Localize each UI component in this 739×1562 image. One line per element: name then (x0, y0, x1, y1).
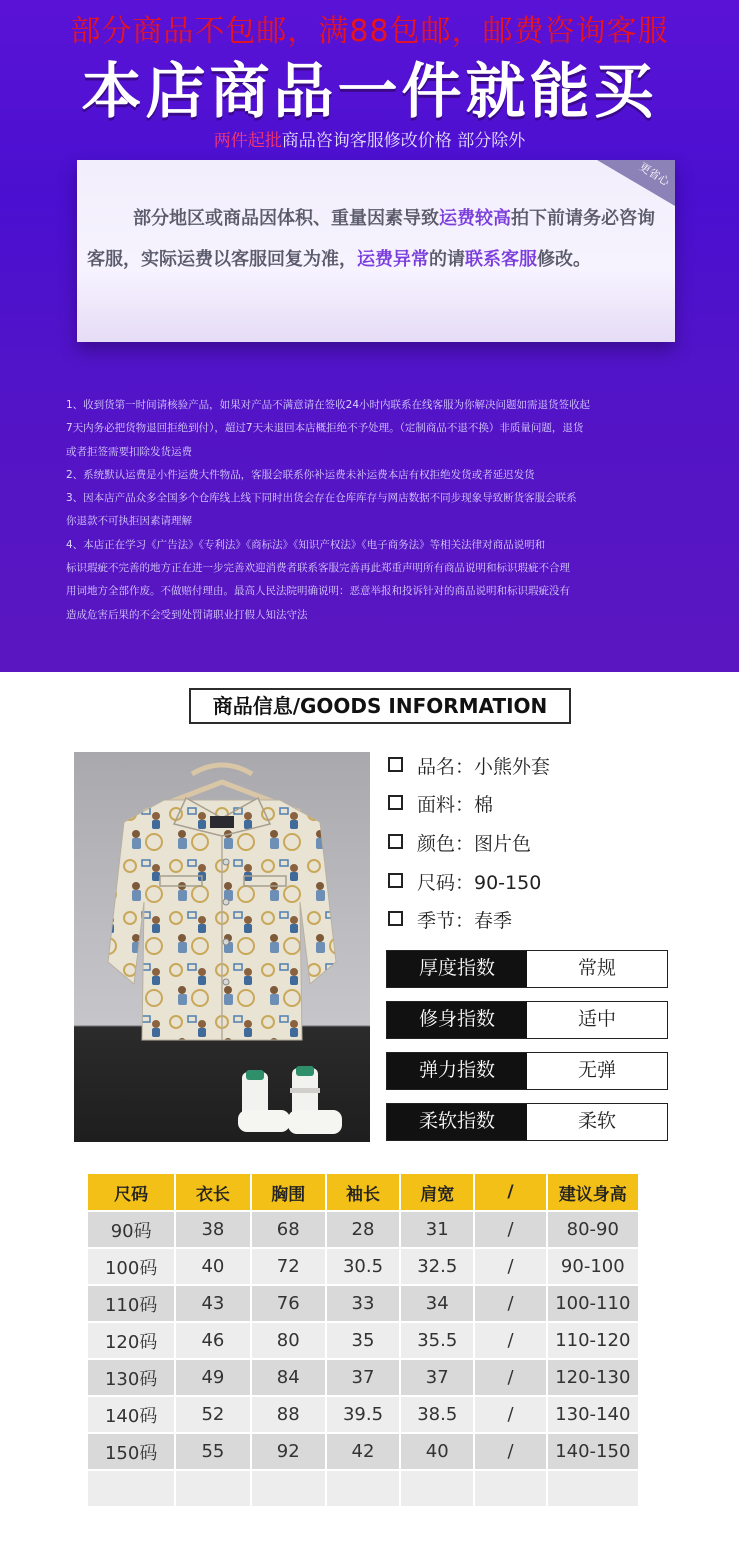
cell (475, 1471, 545, 1506)
cell: 34 (401, 1286, 473, 1321)
size-table (86, 1172, 640, 1508)
notice-highlight-contact-service: 联系客服 (465, 249, 537, 270)
shipping-notice: 部分商品不包邮，满88包邮，邮费咨询客服 (70, 14, 669, 49)
cell (401, 1471, 473, 1506)
cell: 46 (176, 1323, 249, 1358)
cell: 38 (176, 1212, 249, 1247)
header-chest: 胸围 (252, 1174, 325, 1210)
cell: 38.5 (401, 1397, 473, 1432)
banner-subtitle (0, 126, 739, 151)
cell: 120-130 (548, 1360, 638, 1395)
freight-notice-card (77, 160, 675, 342)
header-length: 衣长 (176, 1174, 249, 1210)
attribute-color (388, 829, 531, 859)
cell: 150码 (88, 1434, 174, 1469)
attribute-season (388, 906, 512, 936)
cell: 100-110 (548, 1286, 638, 1321)
terms-line: 2、系统默认运费是小件运费大件物品，客服会联系你补运费未补运费本店有权拒绝发货或者延迟发货 (66, 468, 535, 481)
wholesale-highlight: 两件起批 (213, 131, 282, 151)
index-value: 常规 (577, 957, 616, 979)
cell (88, 1471, 174, 1506)
product-photo (74, 752, 370, 1142)
cell: 80 (252, 1323, 325, 1358)
cell: / (475, 1323, 545, 1358)
cell: 130-140 (548, 1397, 638, 1432)
cell: / (475, 1360, 545, 1395)
checkbox-square-icon (388, 911, 403, 926)
cell: 90-100 (548, 1249, 638, 1284)
cell: 30.5 (327, 1249, 399, 1284)
index-key: 弹力指数 (387, 1053, 527, 1089)
cell: 35.5 (401, 1323, 473, 1358)
table-row (88, 1434, 638, 1469)
attribute-fabric (388, 790, 493, 820)
table-row (88, 1212, 638, 1247)
cell: 31 (401, 1212, 473, 1247)
cell: 37 (401, 1360, 473, 1395)
cell: 90码 (88, 1212, 174, 1247)
notice-highlight-abnormal-freight: 运费异常 (357, 249, 429, 270)
cell: 88 (252, 1397, 325, 1432)
cell (327, 1471, 399, 1506)
notice-middle-2: 的请 (429, 249, 465, 270)
checkbox-square-icon (388, 757, 403, 772)
index-key: 修身指数 (387, 1002, 527, 1038)
index-value: 无弹 (577, 1059, 616, 1081)
attribute-label: 季节：春季 (417, 910, 513, 932)
cell (548, 1471, 638, 1506)
cell (252, 1471, 325, 1506)
notice-end: 修改。 (537, 249, 591, 270)
subtitle-rest: 商品咨询客服修改价格 部分除外 (281, 131, 526, 151)
size-table-header (88, 1174, 638, 1210)
cell: 80-90 (548, 1212, 638, 1247)
terms-line: 7天内务必把货物退回拒绝到付），超过7天未退回本店概拒绝不予处理。（定制商品不退不换）非质量问题，退货 (66, 422, 584, 435)
cell: 140码 (88, 1397, 174, 1432)
terms-line: 造成危害后果的不会受到处罚请职业打假人知法守法 (66, 608, 308, 621)
table-row (88, 1323, 638, 1358)
cell: 140-150 (548, 1434, 638, 1469)
banner-headline: 本店商品一件就能买 (81, 57, 658, 127)
table-row-empty (88, 1471, 638, 1506)
cell (176, 1471, 249, 1506)
notice-lead: 部分地区或商品因体积、重量因素导致 (133, 208, 439, 229)
header-sleeve: 袖长 (327, 1174, 399, 1210)
cell: 32.5 (401, 1249, 473, 1284)
attribute-label: 颜色：图片色 (417, 833, 532, 855)
shipping-banner (0, 0, 739, 672)
index-key: 柔软指数 (387, 1104, 527, 1140)
cell: 33 (327, 1286, 399, 1321)
cell: 110码 (88, 1286, 174, 1321)
cell: 84 (252, 1360, 325, 1395)
cell: 28 (327, 1212, 399, 1247)
terms-line: 3、因本店产品众多全国多个仓库线上线下同时出货会存在仓库库存与网店数据不同步现象导致断货客服会联系 (66, 492, 577, 505)
terms-line: 或者拒签需要扣除发货运费 (66, 445, 192, 458)
terms-line: 1、收到货第一时间请核验产品，如果对产品不满意请在签收24小时内联系在线客服为你解决问题如需退货签收起 (66, 399, 591, 411)
attribute-size (388, 868, 541, 898)
index-key: 厚度指数 (387, 951, 527, 987)
cell: 52 (176, 1397, 249, 1432)
checkbox-square-icon (388, 834, 403, 849)
attribute-label: 尺码：90-150 (417, 872, 542, 894)
notice-highlight-high-freight: 运费较高 (439, 208, 511, 229)
cell: / (475, 1286, 545, 1321)
attribute-name (388, 752, 550, 782)
cell: 43 (176, 1286, 249, 1321)
bear-jacket-illustration (74, 752, 370, 1142)
cell: 76 (252, 1286, 325, 1321)
terms-line: 你退款不可执拒因素请理解 (66, 515, 192, 528)
attribute-label: 面料：棉 (417, 794, 494, 816)
cell: / (475, 1434, 545, 1469)
cell: 130码 (88, 1360, 174, 1395)
table-row (88, 1397, 638, 1432)
header-slash: / (475, 1174, 545, 1210)
terms-line: 用词地方全部作废。不做赔付理由。最高人民法院明确说明：恶意举报和投诉针对的商品说明和标识瑕疵没有 (66, 585, 570, 598)
cell: 35 (327, 1323, 399, 1358)
cell: 100码 (88, 1249, 174, 1284)
cell: 110-120 (548, 1323, 638, 1358)
cell: / (475, 1397, 545, 1432)
table-row (88, 1249, 638, 1284)
header-shoulder: 肩宽 (401, 1174, 473, 1210)
header-size: 尺码 (88, 1174, 174, 1210)
sneakers (238, 1066, 342, 1134)
cell: / (475, 1212, 545, 1247)
terms-line: 标识瑕疵不完善的地方正在进一步完善欢迎消费者联系客服完善再此郑重声明所有商品说明和标识瑕疵不合理 (66, 562, 570, 575)
cell: 49 (176, 1360, 249, 1395)
goods-info-title: 商品信息/GOODS INFORMATION (189, 688, 571, 724)
index-softness (386, 1103, 668, 1141)
index-elasticity (386, 1052, 668, 1090)
cell: 55 (176, 1434, 249, 1469)
header-height: 建议身高 (548, 1174, 638, 1210)
table-row (88, 1286, 638, 1321)
corner-ribbon-label: 更省心 (636, 160, 672, 189)
checkbox-square-icon (388, 795, 403, 810)
cell: 120码 (88, 1323, 174, 1358)
index-value: 适中 (577, 1008, 616, 1030)
cell: 42 (327, 1434, 399, 1469)
cell: 40 (176, 1249, 249, 1284)
cell: 92 (252, 1434, 325, 1469)
attribute-label: 品名：小熊外套 (417, 756, 551, 778)
freight-notice-text (87, 198, 665, 280)
index-fit (386, 1001, 668, 1039)
cell: 72 (252, 1249, 325, 1284)
cell: 40 (401, 1434, 473, 1469)
cell: 39.5 (327, 1397, 399, 1432)
checkbox-square-icon (388, 873, 403, 888)
cell: / (475, 1249, 545, 1284)
index-value: 柔软 (577, 1110, 616, 1132)
cell: 37 (327, 1360, 399, 1395)
notice-middle: 拍下前请务必咨询客服，实际运费以客服回复为准， (87, 208, 655, 270)
terms-line: 4、本店正在学习《广告法》《专利法》《商标法》《知识产权法》《电子商务法》等相关法律对商品说明和 (66, 538, 546, 551)
index-thickness (386, 950, 668, 988)
table-row (88, 1360, 638, 1395)
cell: 68 (252, 1212, 325, 1247)
store-terms (66, 394, 684, 627)
